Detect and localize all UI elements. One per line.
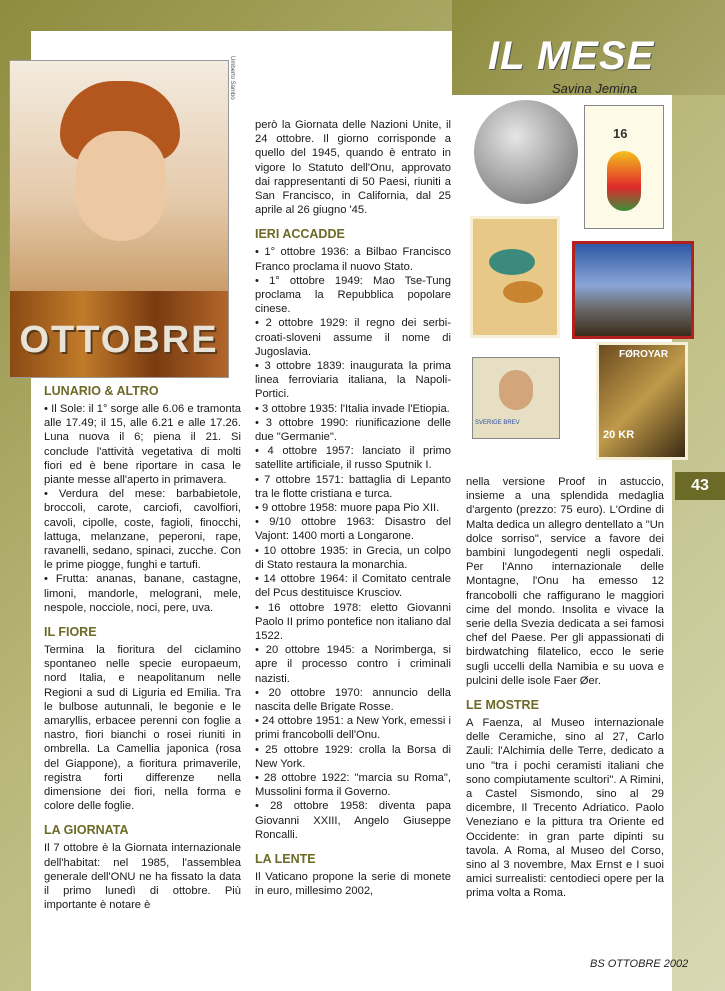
event-item: • 9/10 ottobre 1963: Disastro del Vajont: 1400 morti a Longarone. (255, 516, 451, 543)
event-item: • 20 ottobre 1945: a Norimberga, si apre il processo contro i criminali nazisti. (255, 644, 451, 685)
event-item: • 1° ottobre 1949: Mao Tse-Tung proclama la Repubblica popolare cinese. (255, 274, 451, 316)
event-item: • 14 ottobre 1964: il Comitato centrale del Pcus destituisce Krusciov. (255, 573, 451, 600)
section-title-lente: LA LENTE (255, 851, 316, 866)
lente-continued-text: nella versione Proof in astuccio, insieme a una splendida medaglia d'argento (prezzo: 75 euro). L'Ordine di Malta dedica un allegro dentellato a "Un dolce sorriso", service a favore dei bambini lungodegenti negli ospedali. Per l'Anno internazionale delle Montagne, l'Onu ha emesso 12 francobolli che raffigurano le maggiori cime del mondo. Insolita e vivace la serie della Svezia dedicata a sei famosi chef del Paese. Per gli appassionati di birdwatching filatelico, ecco le serie sugli uccelli della Namibia e su uova e pulcini delle isole Faer Øer. (466, 476, 665, 687)
mostre-text: A Faenza, al Museo internazionale delle Ceramiche, sino al 27, Carlo Zauli: l'Alchimia delle Terre, dedicato a uno "tra i pochi ceramisti italiani che sono compiutamente scultori". A Rimini, a Castel Sismondo, sino al 29 dicembre, Il Trecento Adriatico. Paolo Veneziano e la pittura tra Oriente ed Occidente: in gran parte dipinti su tavola. A Roma, al Museo del Corso, sino al 3 novembre, Max Ernst e I suoi amici surrealisti: centodieci opere per la prima volta a Roma. (466, 717, 664, 900)
frutta-text: • Frutta: ananas, banane, castagne, limoni, mandorle, melograni, mele, nespole, nocciole, noci, pere, uva. (44, 573, 241, 614)
event-item: • 10 ottobre 1935: in Grecia, un colpo di Stato restaura la monarchia. (255, 544, 451, 571)
section-title-ieri: IERI ACCADDE (255, 227, 345, 242)
event-item: • 7 ottobre 1571: battaglia di Lepanto tra le flotte cristiana e turca. (255, 473, 451, 500)
stamp-faroe-value: 20 KR (603, 429, 635, 441)
cover-word: OTTOBRE (19, 319, 219, 361)
giornata-text: Il 7 ottobre è la Giornata internazionale dell'habitat: nel 1985, l'assemblea generale dell'ONU ne ha fissato la data il primo lunedì di ottobre. Più importante è notare è (44, 842, 241, 912)
section-title-giornata: LA GIORNATA (44, 823, 129, 838)
lente-text: Il Vaticano propone la serie di monete in euro, millesimo 2002, (255, 870, 451, 898)
intro-text: però la Giornata delle Nazioni Unite, il 24 ottobre. Il giorno corrisponde a quello del 1945, quando è entrato in vigore lo Statuto dell'Onu, approvato dai rappresentanti di 50 Paesi, riuniti a San Francisco, in California, dal 25 aprile al 26 giugno '45. (255, 119, 451, 217)
coin-image (474, 100, 578, 204)
stamp-sweden-text: SVERIGE BREV (475, 420, 520, 426)
column-3 (466, 475, 664, 901)
event-item: • 3 ottobre 1839: inaugurata la prima linea ferroviaria italiana, la Napoli-Portici. (255, 360, 451, 401)
stamp-malta (584, 105, 664, 229)
section-title-lunario: LUNARIO & ALTRO (44, 384, 159, 398)
column-1 (44, 384, 241, 913)
section-title-fiore: IL FIORE (44, 625, 97, 640)
event-item: • 16 ottobre 1978: eletto Giovanni Paolo II primo pontefice non italiano dal 1522. (255, 601, 451, 642)
image-credit: Umberto Sambo (229, 56, 235, 100)
stamp-sweden-chef (472, 357, 560, 439)
event-item: • 4 ottobre 1957: lanciato il primo satellite artificiale, il russo Sputnik I. (255, 445, 451, 472)
verdura-text: • Verdura del mese: barbabietole, broccoli, carote, carciofi, cavolfiori, cavoli, cipolle, coste, fagioli, finocchi, lattuga, melanzane, peperoni, rape, ravanelli, sedano, spinaci, zucche. Con le prime piogge, funghi e tartufi. (44, 488, 241, 572)
event-item: • 24 ottobre 1951: a New York, emessi i primi francobolli dell'Onu. (255, 715, 451, 742)
footer-issue: BS OTTOBRE 2002 (590, 958, 689, 970)
event-item: • 1° ottobre 1936: a Bilbao Francisco Franco proclama il nuovo Stato. (255, 246, 451, 273)
section-title-mostre: LE MOSTRE (466, 698, 539, 713)
page-title: IL MESE (488, 34, 655, 78)
stamp-bird (503, 281, 543, 303)
cover-illustration (9, 60, 229, 378)
event-item: • 28 ottobre 1922: "marcia su Roma", Mussolini forma il Governo. (255, 771, 451, 799)
event-item: • 28 ottobre 1958: diventa papa Giovanni XXIII, Angelo Giuseppe Roncalli. (255, 800, 451, 841)
event-item: • 9 ottobre 1958: muore papa Pio XII. (255, 502, 440, 515)
stamp-malta-clown (607, 151, 641, 211)
event-item: • 20 ottobre 1970: annuncio della nascita delle Brigate Rosse. (255, 686, 451, 713)
event-item: • 3 ottobre 1990: riunificazione delle due "Germanie". (255, 416, 451, 444)
stamp-faroe-eggs (596, 342, 688, 460)
stamp-namibia-birds (470, 216, 560, 338)
stamp-faroe-text: FØROYAR (619, 349, 669, 360)
column-2 (255, 118, 451, 898)
stamp-chef-portrait (499, 370, 533, 410)
stamp-bird (489, 249, 535, 275)
author-name: Savina Jemina (552, 81, 638, 96)
event-item: • 3 ottobre 1935: l'Italia invade l'Etiopia. (255, 402, 450, 415)
lunario-text: • Il Sole: il 1° sorge alle 6.06 e tramonta alle 17.49; il 15, alle 6.21 e alle 17.26. Luna nuova il 6; piena il 21. Si conclude l'attività vegetativa di molti fiori ed è bene riportare in casa le piante messe all'aperto in primavera. (44, 403, 241, 487)
illustration-face (76, 131, 166, 241)
stamp-mountains (572, 241, 694, 339)
fiore-text: Termina la fioritura del ciclamino spontaneo nelle specie europaeum, nord Italia, e neapolitanum nelle Regioni a sud di Liguria ed Emilia. Tra le bulbose autunnali, le begonie e le amaryllis, erbacee perenni con foglie a nastro, fiori bianchi o rosei riuniti in ombrella. La Camellia japonica (rosa del Giappone), a fioritura primaverile, registra forti differenze nella dimensione dei fiori, nella forma e colore delle foglie. (44, 644, 241, 813)
event-item: • 25 ottobre 1929: crolla la Borsa di New York. (255, 743, 451, 770)
stamp-malta-value: 16 (613, 126, 628, 141)
page-number: 43 (675, 472, 725, 500)
event-item: • 2 ottobre 1929: il regno dei serbi-croati-sloveni assume il nome di Jugoslavia. (255, 317, 451, 358)
